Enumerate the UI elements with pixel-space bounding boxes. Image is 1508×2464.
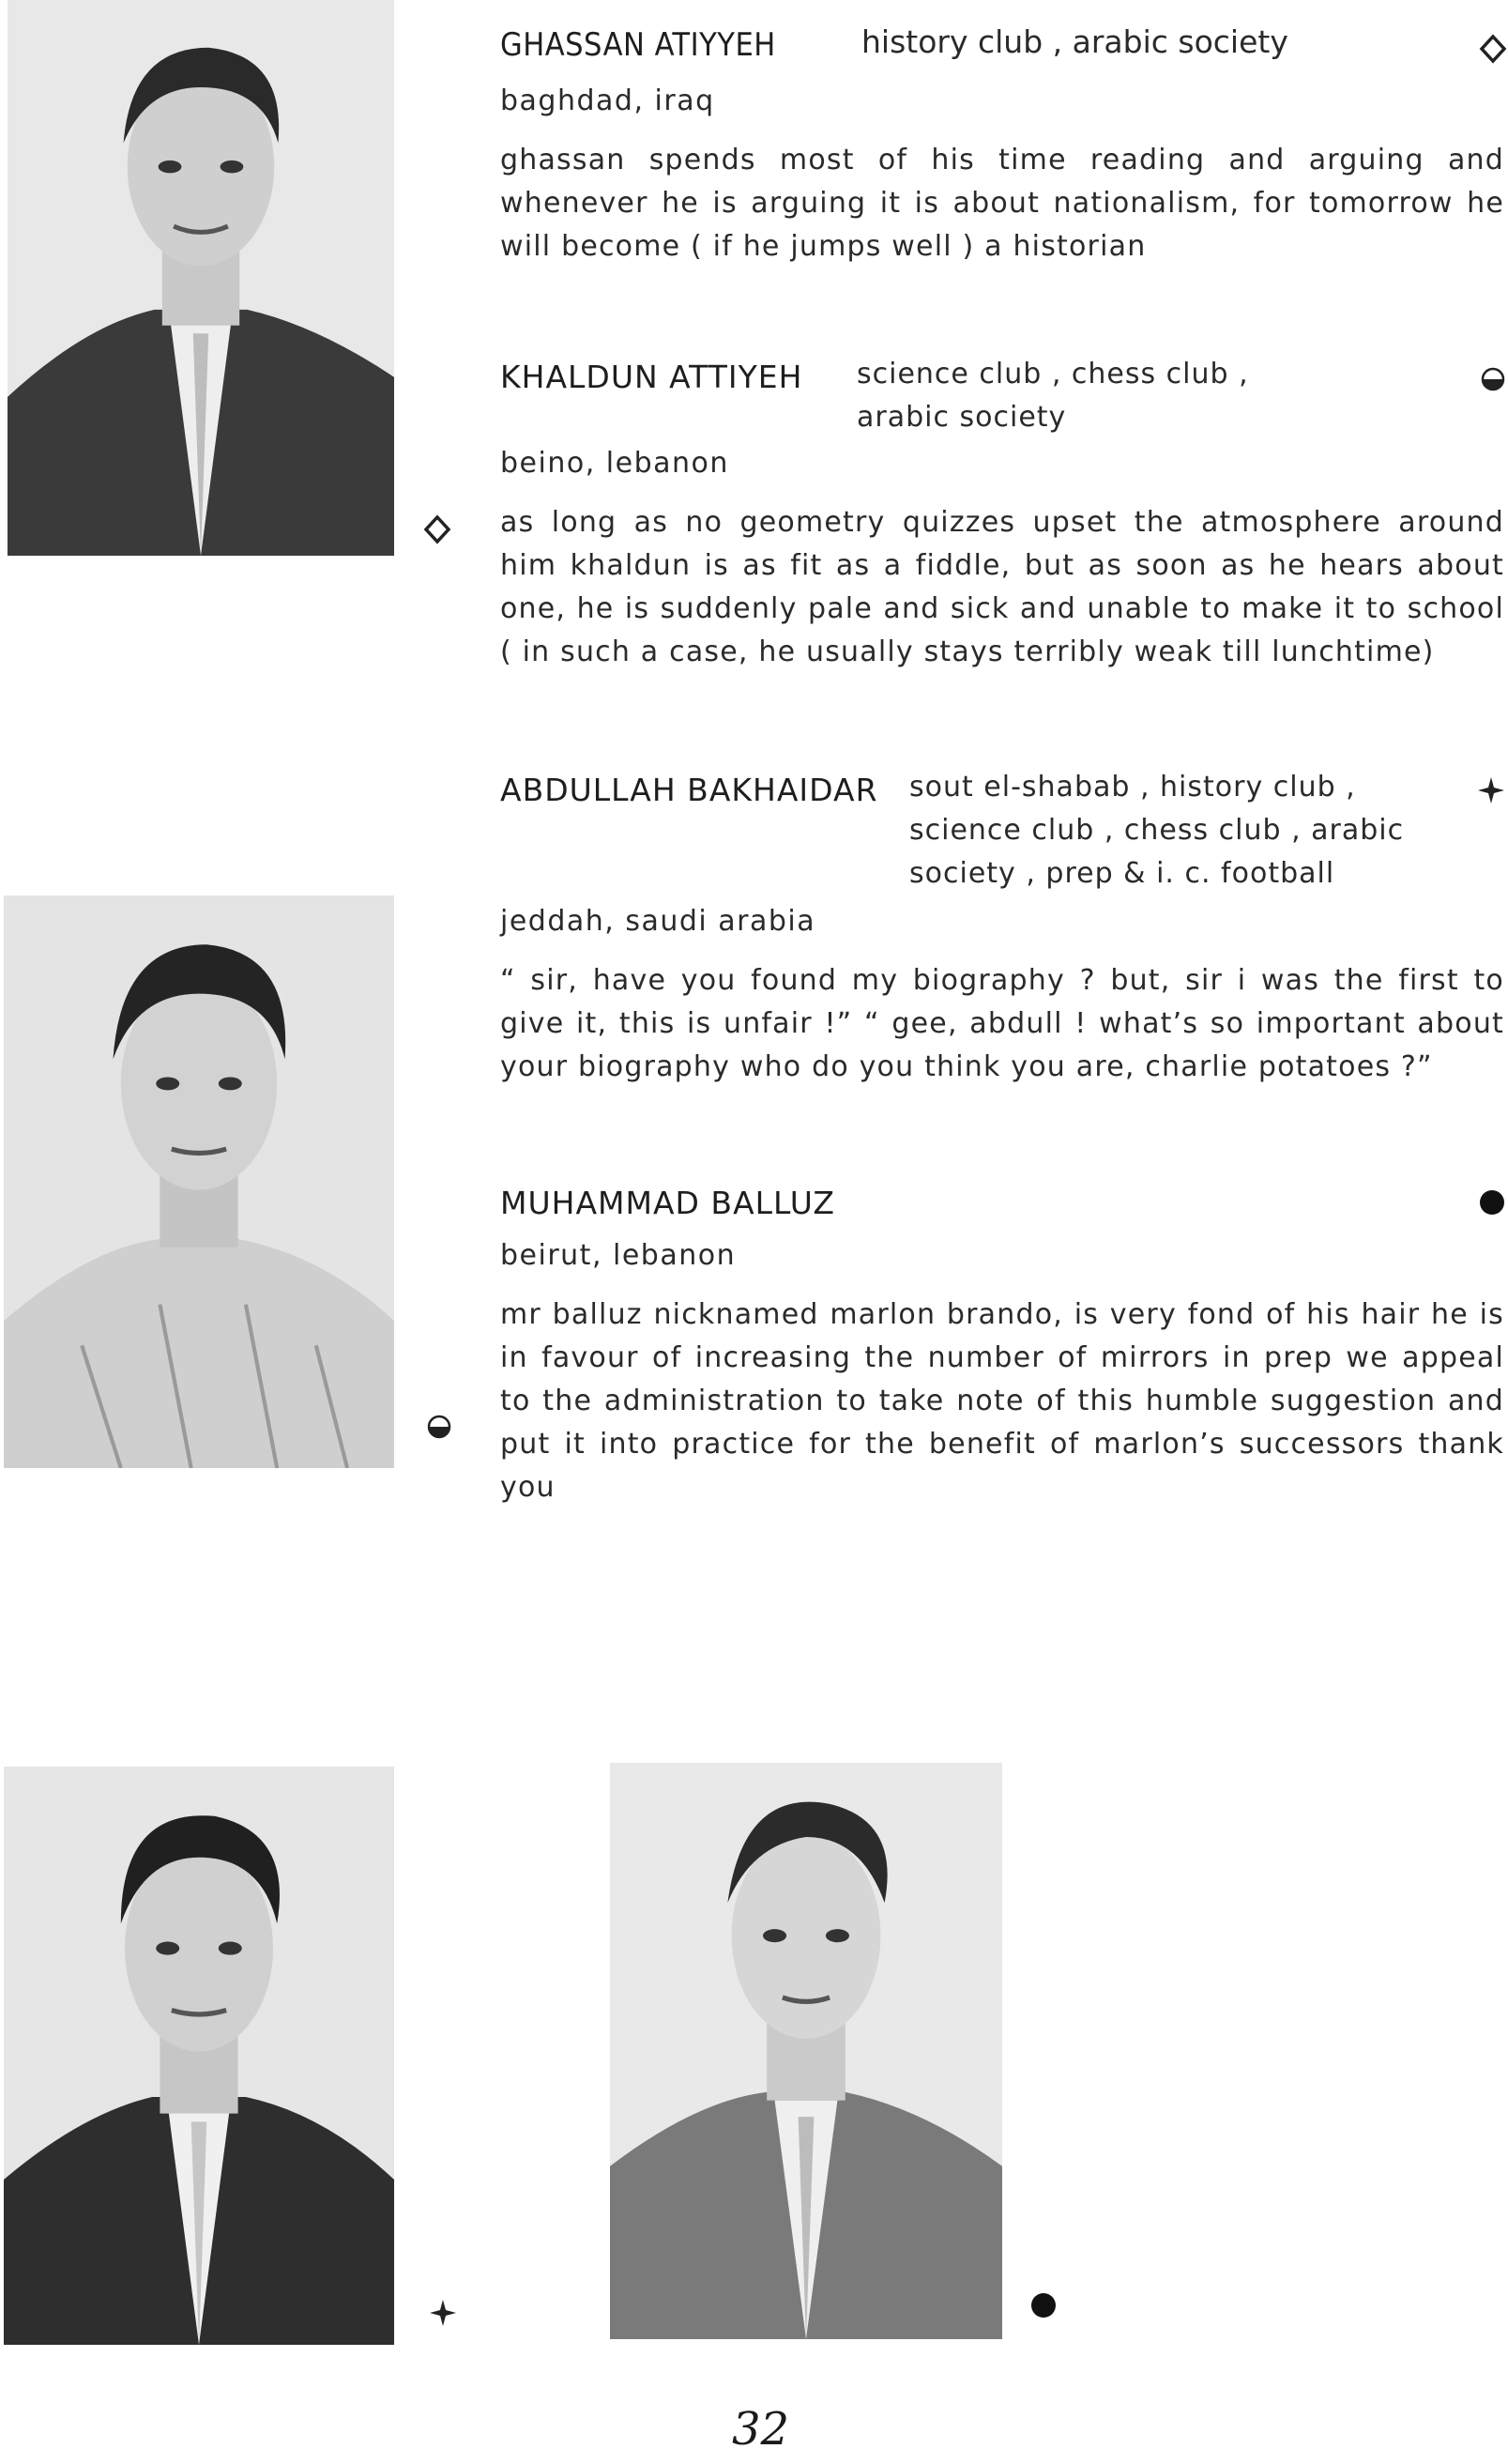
student-name: MUHAMMAD BALLUZ bbox=[500, 1185, 835, 1221]
page-number: 32 bbox=[732, 2403, 790, 2456]
student-entry-abdullah bbox=[500, 772, 1504, 1091]
club-line: science club , chess club , bbox=[857, 358, 1249, 390]
portrait-photo-muhammad bbox=[610, 1763, 1002, 2339]
student-name: KHALDUN ATTIYEH bbox=[500, 359, 803, 395]
student-entry-muhammad bbox=[500, 1185, 1504, 1504]
club-line: science club , chess club , arabic bbox=[909, 814, 1405, 847]
student-bio: mr balluz nicknamed marlon brando, is very fond of his hair he is in favour of increasing the number of mirrors in prep we appeal to the administration to take note of this humble suggestion and put it into practice for the benefit of marlon’s successors thank you bbox=[500, 1298, 1504, 1504]
student-hometown: jeddah, saudi arabia bbox=[500, 905, 816, 938]
club-line: society , prep & i. c. football bbox=[909, 857, 1335, 890]
half-filled-circle-icon bbox=[1478, 364, 1508, 394]
student-clubs bbox=[861, 21, 1288, 64]
solid-circle-icon bbox=[1477, 1187, 1507, 1217]
portrait-photo-abdullah bbox=[4, 1767, 394, 2345]
open-diamond-icon bbox=[1478, 34, 1508, 64]
student-name: ABDULLAH BAKHAIDAR bbox=[500, 772, 878, 808]
student-hometown: baghdad, iraq bbox=[500, 84, 715, 117]
student-bio: “ sir, have you found my biography ? but, sir i was the first to give it, this is unfair !” “ gee, abdull ! what’s so important about your biography who do you think you are, charlie potatoes ?” bbox=[500, 964, 1504, 1083]
solid-circle-icon bbox=[1028, 2290, 1059, 2320]
student-clubs bbox=[857, 353, 1249, 439]
student-hometown: beirut, lebanon bbox=[500, 1239, 737, 1272]
club-line: history club , arabic society bbox=[861, 23, 1288, 60]
club-line: arabic society bbox=[857, 401, 1067, 434]
four-point-star-icon bbox=[428, 2298, 458, 2328]
half-filled-circle-icon bbox=[424, 1412, 454, 1442]
student-name: GHASSAN ATIYYEH bbox=[500, 26, 776, 64]
portrait-photo-ghassan bbox=[8, 0, 394, 556]
student-bio: ghassan spends most of his time reading and arguing and whenever he is arguing it is about nationalism, for tomorrow he will become ( if he jumps well ) a historian bbox=[500, 144, 1504, 263]
open-diamond-icon bbox=[422, 514, 452, 544]
portrait-photo-khaldun bbox=[4, 895, 394, 1468]
student-hometown: beino, lebanon bbox=[500, 447, 729, 480]
student-entry-ghassan bbox=[500, 23, 1504, 270]
club-line: sout el-shabab , history club , bbox=[909, 771, 1356, 803]
four-point-star-icon bbox=[1476, 775, 1506, 805]
student-clubs bbox=[909, 766, 1404, 895]
student-entry-khaldun bbox=[500, 359, 1504, 668]
student-bio: as long as no geometry quizzes upset the atmosphere around him khaldun is as fit as a fiddle, but as soon as he hears about one, he is suddenly pale and sick and unable to make it to school ( in such a case, he usually stays terribly weak till lunchtime) bbox=[500, 506, 1504, 668]
